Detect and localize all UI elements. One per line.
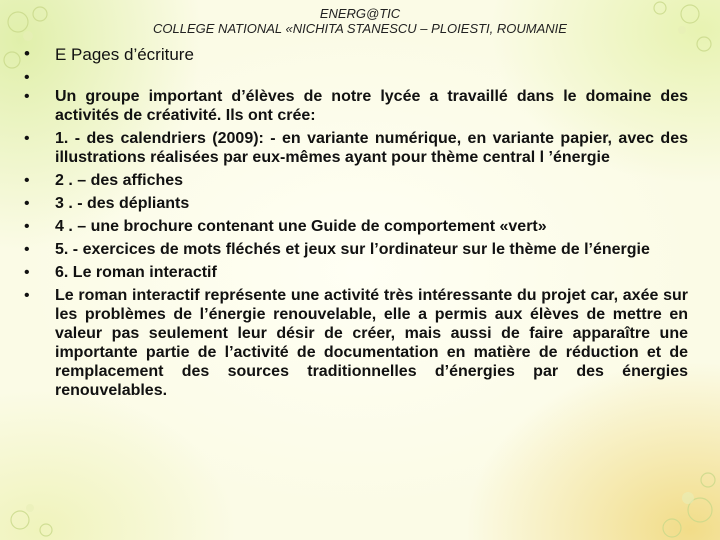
section-heading: E Pages d’écriture <box>55 45 194 64</box>
bullet-marker: • <box>24 44 30 63</box>
list-item-text: 4 . – une brochure contenant une Guide de comportement «vert» <box>55 218 547 235</box>
list-item <box>24 44 688 64</box>
bullet-marker: • <box>24 218 30 235</box>
bullet-marker: • <box>24 287 30 304</box>
list-item <box>24 194 688 213</box>
bullet-marker: • <box>24 195 30 212</box>
list-item-text: Un groupe important d’élèves de notre lycée a travaillé dans le domaine des activités de créativité. Ils ont crée: <box>55 88 688 124</box>
bullet-marker: • <box>24 172 30 189</box>
list-item <box>24 263 688 282</box>
list-item <box>24 240 688 259</box>
list-item <box>24 171 688 190</box>
list-item-text: 1. - des calendriers (2009): - en variante numérique, en variante papier, avec des illustrations réalisées par eux-mêmes ayant pour thème central l ’énergie <box>55 130 688 166</box>
bullet-marker: • <box>24 264 30 281</box>
bullet-marker: • <box>24 88 30 105</box>
list-item <box>24 286 688 400</box>
list-item <box>24 129 688 167</box>
list-item-text <box>55 69 59 86</box>
school-name: COLLEGE NATIONAL «NICHITA STANESCU – PLOIESTI, ROUMANIE <box>153 21 567 36</box>
bullet-marker: • <box>24 241 30 258</box>
list-item-text: 5. - exercices de mots fléchés et jeux sur l’ordinateur sur le thème de l’énergie <box>55 241 650 258</box>
bullet-list <box>24 44 688 400</box>
list-item-text: 2 . – des affiches <box>55 172 184 189</box>
list-item-text: Le roman interactif représente une activité très intéressante du projet car, axée sur les problèmes de l’énergie renouvelable, elle a permis aux élèves de mettre en valeur pas seulement leur désir de créer, mais aussi de faire apparaître une importante partie de l’activité de documentation en matière de réduction et de remplacement des sources traditionnelles d’énergies par des énergies renouvelables. <box>55 287 688 399</box>
project-title: ENERG@TIC <box>319 6 401 21</box>
bullet-marker: • <box>24 130 30 147</box>
bullet-marker: • <box>24 69 30 86</box>
slide-header <box>0 6 720 36</box>
list-item <box>24 217 688 236</box>
list-item <box>24 68 688 87</box>
list-item <box>24 87 688 125</box>
list-item-text: 3 . - des dépliants <box>55 195 190 212</box>
list-item-text: 6. Le roman interactif <box>55 264 217 281</box>
